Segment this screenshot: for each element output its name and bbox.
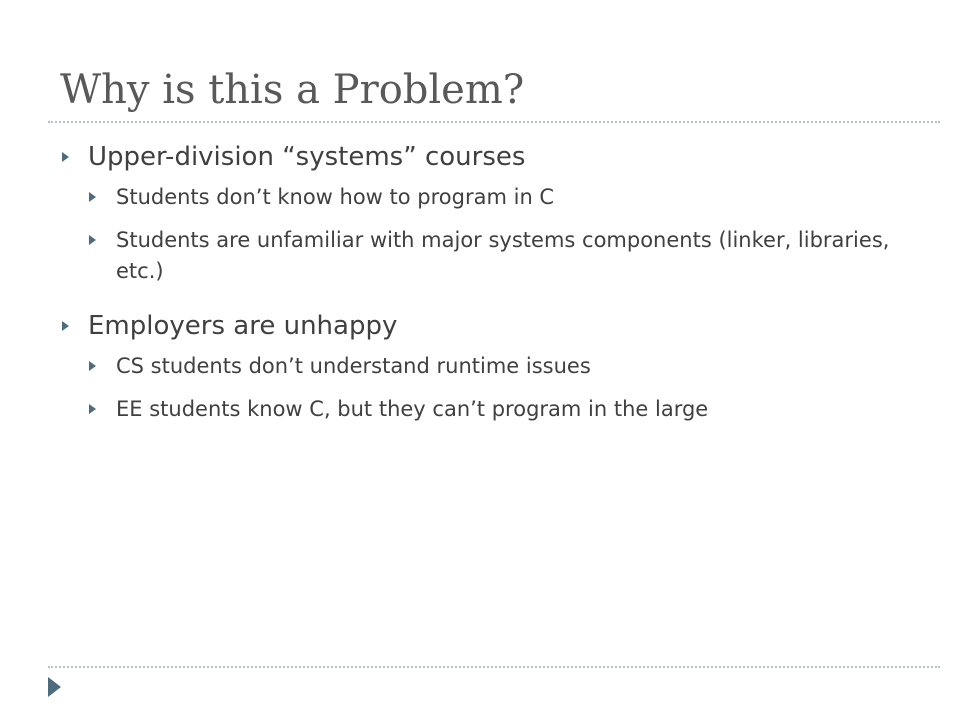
bullet-triangle-icon [89,404,96,414]
sub-bullet-text: Students are unfamiliar with major systems components (linker, libraries, etc.) [116,228,890,283]
sub-bullet-item [60,351,920,382]
triangle-right-icon[interactable] [48,677,61,697]
bullet-triangle-icon [89,361,96,371]
sub-bullet-item [60,225,920,287]
slide-body [60,132,920,425]
sub-bullet-text: EE students know C, but they can’t program in the large [116,397,709,421]
bullet-item [60,140,920,174]
sub-bullet-item [60,182,920,213]
slide-title: Why is this a Problem? [60,67,525,113]
footer-divider [48,666,940,668]
bullet-text: Upper-division “systems” courses [88,142,526,172]
bullet-triangle-icon [62,321,69,331]
sub-bullet-text: CS students don’t understand runtime issues [116,354,591,378]
title-divider [48,121,940,123]
bullet-triangle-icon [89,235,96,245]
sub-bullet-item [60,394,920,425]
bullet-item [60,309,920,343]
bullet-triangle-icon [89,192,96,202]
bullet-text: Employers are unhappy [88,311,398,341]
sub-bullet-text: Students don’t know how to program in C [116,185,555,209]
bullet-triangle-icon [62,152,69,162]
